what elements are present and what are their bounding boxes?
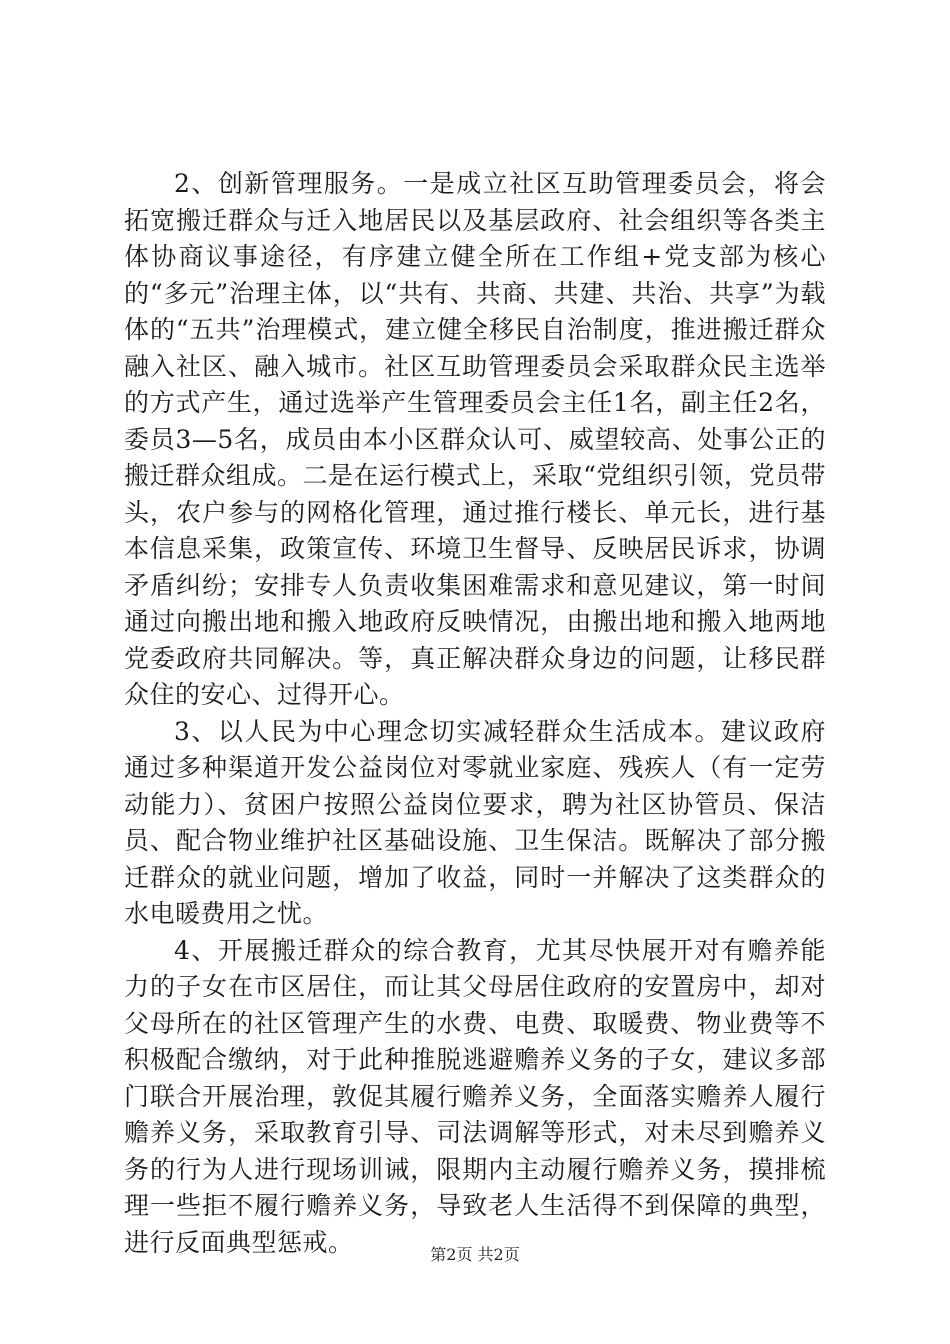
- paragraph-innovate-management: 2、创新管理服务。一是成立社区互助管理委员会，将会拓宽搬迁群众与迁入地居民以及基层政府、社会组织等各类主体协商议事途径，有序建立健全所在工作组+党支部为核心的“多元”治理主体，以“共有、共商、共建、共治、共享”为载体的“五共”治理模式，建立健全移民自治制度，推进搬迁群众融入社区、融入城市。社区互助管理委员会采取群众民主选举的方式产生，通过选举产生管理委员会主任1名，副主任2名，委员3—5名，成员由本小区群众认可、威望较高、处事公正的搬迁群众组成。二是在运行模式上，采取“党组织引领，党员带头，农户参与的网格化管理，通过推行楼长、单元长，进行基本信息采集，政策宣传、环境卫生督导、反映居民诉求，协调矛盾纠纷；安排专人负责收集困难需求和意见建议，第一时间通过向搬出地和搬入地政府反映情况，由搬出地和搬入地两地党委政府共同解决。等，真正解决群众身边的问题，让移民群众住的安心、过得开心。: [124, 169, 826, 709]
- paragraph-reduce-living-cost: 3、以人民为中心理念切实减轻群众生活成本。建议政府通过多种渠道开发公益岗位对零就业家庭、残疾人（有一定劳动能力）、贫困户按照公益岗位要求，聘为社区协管员、保洁员、配合物业维护社区基础设施、卫生保洁。既解决了部分搬迁群众的就业问题，增加了收益，同时一并解决了这类群众的水电暖费用之忧。: [124, 716, 826, 928]
- page-number-footer: 第2页 共2页: [430, 1245, 520, 1264]
- document-body: [124, 166, 826, 1261]
- paragraph-comprehensive-education: 4、开展搬迁群众的综合教育，尤其尽快展开对有赡养能力的子女在市区居住，而让其父母居住政府的安置房中，却对父母所在的社区管理产生的水费、电费、取暖费、物业费等不积极配合缴纳，对于此种推脱逃避赡养义务的子女，建议多部门联合开展治理，敦促其履行赡养义务，全面落实赡养人履行赡养义务，采取教育引导、司法调解等形式，对未尽到赡养义务的行为人进行现场训诫，限期内主动履行赡养义务，摸排梳理一些拒不履行赡养义务，导致老人生活得不到保障的典型，进行反面典型惩戒。: [124, 935, 826, 1257]
